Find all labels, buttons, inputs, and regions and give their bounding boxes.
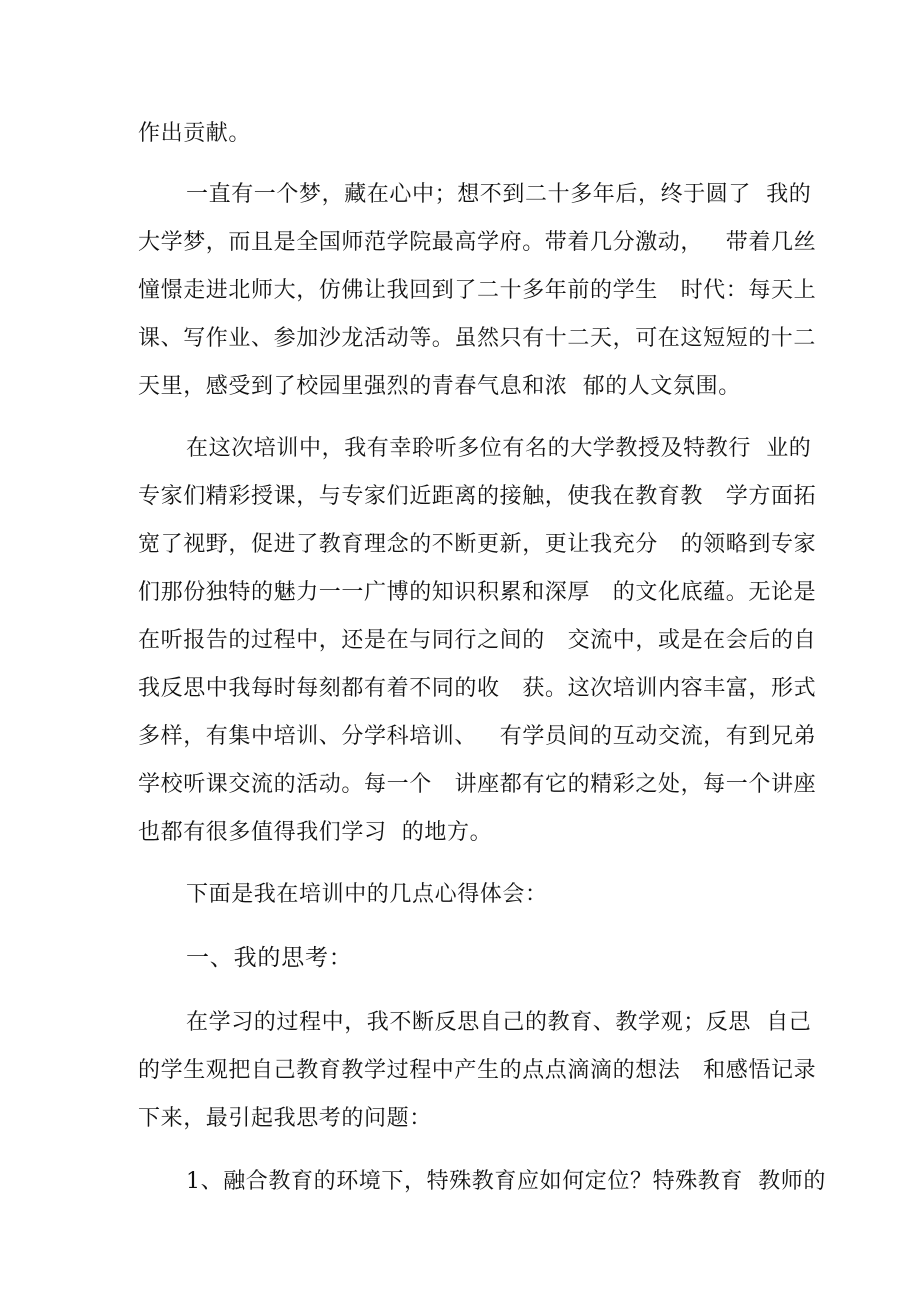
- paragraph-2-line-1: 在这次培训中，我有幸聆听多位有名的大学教授及特教行 业的: [186, 436, 812, 461]
- paragraph-2-line-3: 宽了视野，促进了教育理念的不断更新，更让我充分 的领略到专家: [138, 532, 817, 557]
- paragraph-2-line-8: 学校听课交流的活动。每一个 讲座都有它的精彩之处，每一个讲座: [138, 772, 817, 797]
- paragraph-2-line-4: 们那份独特的魅力一一广博的知识积累和深厚 的文化底蕴。无论是: [138, 580, 817, 605]
- paragraph-1-line-1: 一直有一个梦，藏在心中；想不到二十多年后，终于圆了 我的: [186, 182, 812, 207]
- paragraph-0-line-1: 作出贡献。: [138, 121, 252, 146]
- paragraph-4-line-1: 在学习的过程中，我不断反思自己的教育、教学观；反思 自己: [186, 1010, 812, 1035]
- paragraph-2-line-5: 在听报告的过程中，还是在与同行之间的 交流中，或是在会后的自: [138, 628, 817, 653]
- paragraph-4-line-3: 下来，最引起我思考的问题：: [138, 1106, 432, 1131]
- paragraph-3-line-1: 下面是我在培训中的几点心得体会：: [186, 882, 548, 907]
- paragraph-1-line-2: 大学梦，而且是全国师范学院最高学府。带着几分激动， 带着几丝: [138, 230, 817, 255]
- paragraph-4-line-2: 的学生观把自己教育教学过程中产生的点点滴滴的想法 和感悟记录: [138, 1058, 817, 1083]
- paragraph-1-line-5: 天里，感受到了校园里强烈的青春气息和浓 郁的人文氛围。: [138, 374, 741, 399]
- paragraph-5-line-1: 1、融合教育的环境下，特殊教育应如何定位？特殊教育 教师的: [186, 1169, 826, 1194]
- paragraph-1-line-3: 憧憬走进北师大，仿佛让我回到了二十多年前的学生 时代：每天上: [138, 278, 817, 303]
- paragraph-2-line-6: 我反思中我每时每刻都有着不同的收 获。这次培训内容丰富，形式: [138, 676, 817, 701]
- paragraph-2-line-7: 多样，有集中培训、分学科培训、 有学员间的互动交流，有到兄弟: [138, 724, 817, 749]
- paragraph-2-line-2: 专家们精彩授课，与专家们近距离的接触，使我在教育教 学方面拓: [138, 484, 817, 509]
- section-heading: 一、我的思考：: [186, 945, 353, 971]
- paragraph-1-line-4: 课、写作业、参加沙龙活动等。虽然只有十二天，可在这短短的十二: [138, 326, 817, 351]
- paragraph-2-line-9: 也都有很多值得我们学习 的地方。: [138, 820, 493, 845]
